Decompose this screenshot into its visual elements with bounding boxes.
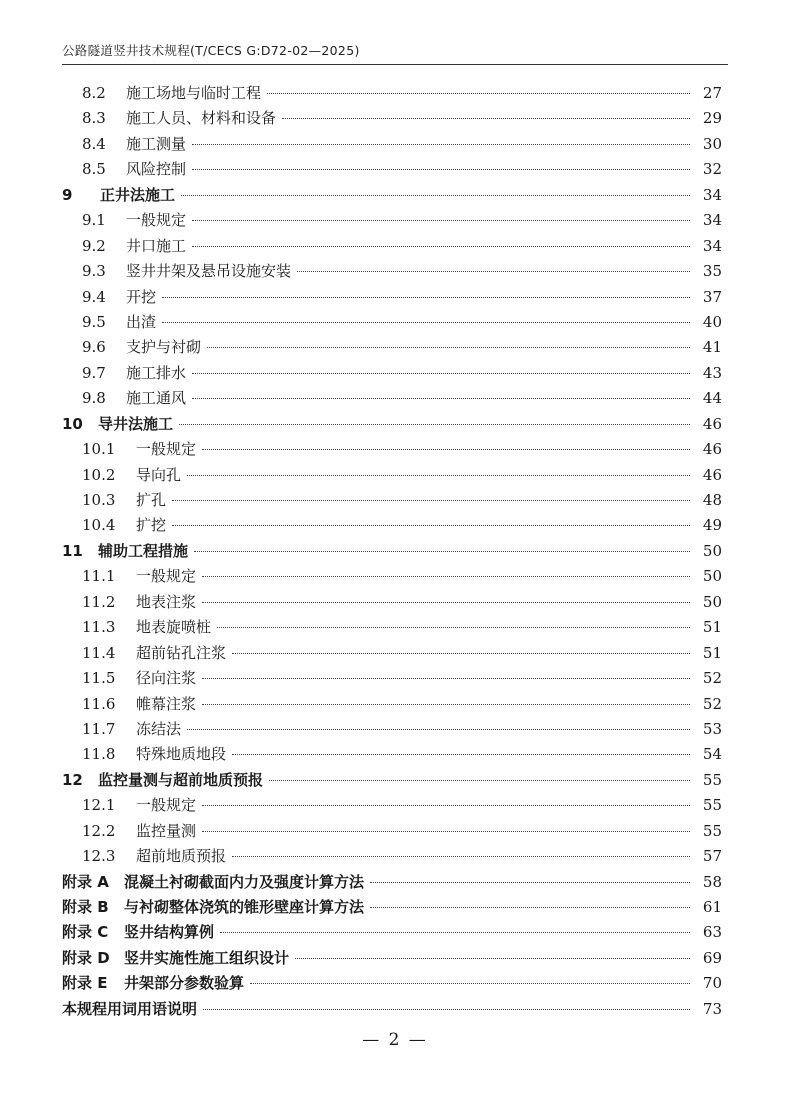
toc-entry-number: 12.1 — [82, 796, 116, 815]
toc-entry-page: 34 — [702, 211, 722, 230]
toc-appendix-page: 69 — [702, 948, 722, 967]
toc-entry-page: 30 — [702, 134, 722, 153]
toc-entry[interactable] — [62, 234, 722, 259]
toc-dot-leader — [194, 551, 690, 552]
toc-entry[interactable] — [62, 132, 722, 157]
toc-entry-number: 10.2 — [82, 465, 116, 484]
toc-appendix-label: 附录 B — [62, 898, 109, 916]
toc-entry[interactable] — [62, 208, 722, 233]
toc-entry[interactable] — [62, 564, 722, 589]
toc-chapter-title: 辅助工程措施 — [98, 541, 189, 560]
toc-entry-page: 49 — [702, 516, 722, 535]
toc-entry-page: 37 — [702, 287, 722, 306]
toc-entry-title: 施工测量 — [126, 134, 187, 153]
toc-entry-page: 32 — [702, 160, 722, 179]
toc-terms-page: 73 — [702, 999, 722, 1018]
toc-dot-leader — [192, 398, 690, 399]
toc-entry-title: 监控量测 — [136, 821, 197, 840]
toc-entry-number: 9.8 — [82, 389, 106, 408]
toc-entry-title: 一般规定 — [136, 440, 197, 459]
toc-entry-title: 帷幕注浆 — [136, 694, 197, 713]
toc-dot-leader — [202, 678, 690, 679]
toc-entry-page: 34 — [702, 236, 722, 255]
toc-appendix[interactable] — [62, 895, 722, 920]
toc-entry-page: 44 — [702, 389, 722, 408]
toc-entry-title: 施工排水 — [126, 363, 187, 382]
toc-entry[interactable] — [62, 488, 722, 513]
header-rule — [62, 64, 728, 65]
toc-chapter-number: 9 — [62, 185, 73, 204]
table-of-contents — [62, 81, 722, 1022]
toc-chapter[interactable] — [62, 183, 722, 208]
toc-dot-leader — [220, 932, 690, 933]
toc-dot-leader — [187, 729, 690, 730]
toc-appendix-page: 63 — [702, 923, 722, 942]
toc-chapter-number: 10 — [62, 414, 83, 433]
page-number: — 2 — — [362, 1030, 428, 1050]
toc-dot-leader — [207, 347, 690, 348]
toc-entry[interactable] — [62, 335, 722, 360]
toc-entry[interactable] — [62, 819, 722, 844]
toc-entry[interactable] — [62, 157, 722, 182]
toc-dot-leader — [179, 424, 690, 425]
toc-entry-number: 12.2 — [82, 821, 116, 840]
toc-appendix-title: 竖井实施性施工组织设计 — [124, 948, 290, 967]
toc-entry-number: 9.4 — [82, 287, 106, 306]
running-header: 公路隧道竖井技术规程(T/CECS G:D72-02—2025) — [62, 43, 360, 58]
toc-entry-number: 11.7 — [82, 719, 116, 738]
toc-entry-number: 8.3 — [82, 109, 106, 128]
toc-entry-title: 井口施工 — [126, 236, 187, 255]
toc-entry-title: 地表注浆 — [136, 592, 197, 611]
toc-entry-number: 9.1 — [82, 211, 106, 230]
toc-entry-title: 一般规定 — [136, 567, 197, 586]
toc-entry-number: 8.2 — [82, 84, 106, 102]
toc-dot-leader — [295, 958, 690, 959]
toc-chapter-page: 50 — [702, 541, 722, 560]
toc-entry-number: 10.1 — [82, 440, 116, 459]
toc-dot-leader — [192, 144, 690, 145]
toc-entry[interactable] — [62, 106, 722, 131]
toc-appendix-title: 竖井结构算例 — [124, 923, 215, 942]
toc-dot-leader — [232, 856, 690, 857]
toc-dot-leader — [202, 831, 690, 832]
toc-appendix-label: 附录 A — [62, 872, 109, 891]
toc-chapter-title: 监控量测与超前地质预报 — [98, 770, 264, 789]
toc-dot-leader — [172, 500, 690, 501]
toc-entry-page: 51 — [702, 643, 722, 662]
toc-entry-title: 扩孔 — [136, 491, 167, 509]
toc-entry-number: 11.6 — [82, 694, 116, 713]
toc-entry[interactable] — [62, 742, 722, 767]
toc-dot-leader — [192, 220, 690, 221]
toc-entry[interactable] — [62, 590, 722, 615]
toc-dot-leader — [370, 882, 690, 883]
toc-dot-leader — [250, 983, 690, 984]
toc-entry-title: 施工通风 — [126, 389, 187, 408]
toc-dot-leader — [202, 602, 690, 603]
toc-chapter[interactable] — [62, 412, 722, 437]
toc-entry-number: 9.5 — [82, 312, 106, 331]
toc-entry-page: 35 — [702, 262, 722, 281]
toc-entry[interactable] — [62, 615, 722, 640]
toc-dot-leader — [192, 246, 690, 247]
toc-entry-number: 9.2 — [82, 236, 106, 255]
toc-entry-page: 54 — [702, 745, 722, 764]
toc-entry-page: 50 — [702, 592, 722, 611]
toc-appendix-title: 井架部分参数验算 — [124, 974, 245, 993]
toc-entry-number: 11.3 — [82, 618, 116, 637]
toc-entry-title: 导向孔 — [136, 465, 182, 484]
toc-dot-leader — [203, 1009, 690, 1010]
toc-entry-number: 12.3 — [82, 847, 116, 866]
toc-chapter[interactable] — [62, 768, 722, 793]
toc-appendix-title: 混凝土衬砌截面内力及强度计算方法 — [124, 872, 365, 891]
toc-dot-leader — [202, 576, 690, 577]
toc-entry-title: 施工人员、材料和设备 — [126, 109, 277, 128]
toc-entry-page: 53 — [702, 719, 722, 738]
toc-appendix-label: 附录 D — [62, 948, 110, 967]
toc-entry-title: 冻结法 — [136, 719, 182, 738]
toc-dot-leader — [232, 754, 690, 755]
toc-chapter-page: 46 — [702, 414, 722, 433]
toc-entry-number: 11.1 — [82, 567, 116, 586]
toc-entry[interactable] — [62, 513, 722, 538]
toc-entry-page: 43 — [702, 363, 722, 382]
toc-entry[interactable] — [62, 285, 722, 310]
toc-dot-leader — [181, 195, 690, 196]
toc-entry-page: 57 — [702, 847, 722, 866]
toc-entry-page: 29 — [702, 109, 722, 128]
toc-entry-title: 扩挖 — [136, 516, 167, 535]
toc-entry-title: 一般规定 — [136, 796, 197, 815]
toc-appendix-page: 61 — [702, 898, 722, 916]
toc-terms-title: 本规程用词用语说明 — [62, 999, 198, 1018]
toc-appendix[interactable] — [62, 920, 722, 945]
toc-dot-leader — [162, 322, 690, 323]
toc-dot-leader — [202, 704, 690, 705]
toc-entry-title: 出渣 — [126, 312, 157, 331]
toc-dot-leader — [192, 169, 690, 170]
toc-chapter-page: 34 — [702, 185, 722, 204]
toc-entry-page: 48 — [702, 491, 722, 509]
toc-dot-leader — [267, 93, 690, 94]
toc-entry[interactable] — [62, 259, 722, 284]
toc-dot-leader — [172, 525, 690, 526]
toc-entry-page: 27 — [702, 84, 722, 102]
toc-entry-title: 风险控制 — [126, 160, 187, 179]
toc-entry[interactable] — [62, 641, 722, 666]
toc-dot-leader — [269, 780, 690, 781]
toc-entry-page: 52 — [702, 669, 722, 688]
toc-entry-title: 超前钻孔注浆 — [136, 643, 227, 662]
toc-entry-title: 径向注浆 — [136, 669, 197, 688]
toc-entry[interactable] — [62, 310, 722, 335]
toc-entry-number: 10.4 — [82, 516, 116, 535]
toc-dot-leader — [282, 118, 690, 119]
toc-entry-page: 52 — [702, 694, 722, 713]
toc-dot-leader — [202, 805, 690, 806]
toc-entry-title: 特殊地质地段 — [136, 745, 227, 764]
toc-chapter-number: 11 — [62, 541, 83, 560]
toc-entry-title: 竖井井架及悬吊设施安装 — [126, 262, 292, 281]
toc-entry-title: 一般规定 — [126, 211, 187, 230]
toc-entry-number: 8.4 — [82, 134, 106, 153]
toc-appendix-page: 58 — [702, 872, 722, 891]
toc-entry-title: 支护与衬砌 — [126, 338, 202, 357]
toc-entry-page: 40 — [702, 312, 722, 331]
toc-entry[interactable] — [62, 386, 722, 411]
toc-entry-page: 55 — [702, 821, 722, 840]
toc-entry-number: 11.2 — [82, 592, 116, 611]
toc-entry-number: 8.5 — [82, 160, 106, 179]
toc-appendix-label: 附录 C — [62, 923, 109, 942]
toc-appendix-title: 与衬砌整体浇筑的锥形壁座计算方法 — [124, 898, 365, 916]
toc-dot-leader — [187, 475, 690, 476]
toc-entry-title: 开挖 — [126, 287, 157, 306]
toc-entry[interactable] — [62, 361, 722, 386]
toc-entry-number: 10.3 — [82, 491, 116, 509]
toc-chapter-page: 55 — [702, 770, 722, 789]
toc-dot-leader — [217, 627, 690, 628]
toc-appendix[interactable] — [62, 870, 722, 895]
toc-entry-page: 41 — [702, 338, 722, 357]
toc-entry-page: 50 — [702, 567, 722, 586]
toc-dot-leader — [370, 907, 690, 908]
toc-entry[interactable] — [62, 463, 722, 488]
toc-dot-leader — [162, 297, 690, 298]
toc-entry-number: 9.6 — [82, 338, 106, 357]
toc-dot-leader — [202, 449, 690, 450]
toc-chapter-title: 导井法施工 — [98, 414, 174, 433]
toc-entry-page: 55 — [702, 796, 722, 815]
toc-dot-leader — [297, 271, 690, 272]
toc-entry[interactable] — [62, 692, 722, 717]
toc-entry[interactable] — [62, 437, 722, 462]
toc-appendix-page: 70 — [702, 974, 722, 993]
toc-appendix-label: 附录 E — [62, 974, 108, 993]
toc-entry[interactable] — [62, 717, 722, 742]
toc-entry-title: 地表旋喷桩 — [136, 618, 212, 637]
toc-entry-number: 11.4 — [82, 643, 116, 662]
toc-entry[interactable] — [62, 844, 722, 869]
toc-chapter-number: 12 — [62, 770, 83, 789]
toc-entry-number: 9.7 — [82, 363, 106, 382]
toc-entry[interactable] — [62, 81, 722, 106]
toc-dot-leader — [192, 373, 690, 374]
toc-entry-page: 46 — [702, 440, 722, 459]
toc-appendix[interactable] — [62, 971, 722, 996]
toc-dot-leader — [232, 653, 690, 654]
toc-appendix[interactable] — [62, 946, 722, 971]
toc-entry[interactable] — [62, 666, 722, 691]
toc-entry-page: 46 — [702, 465, 722, 484]
toc-chapter[interactable] — [62, 539, 722, 564]
toc-entry-title: 施工场地与临时工程 — [126, 84, 262, 102]
toc-entry-number: 11.5 — [82, 669, 116, 688]
toc-entry-page: 51 — [702, 618, 722, 637]
toc-terms-explanation[interactable] — [62, 997, 722, 1022]
toc-entry-number: 11.8 — [82, 745, 116, 764]
toc-entry[interactable] — [62, 793, 722, 818]
toc-entry-number: 9.3 — [82, 262, 106, 281]
toc-chapter-title: 正井法施工 — [100, 185, 176, 204]
toc-entry-title: 超前地质预报 — [136, 847, 227, 866]
